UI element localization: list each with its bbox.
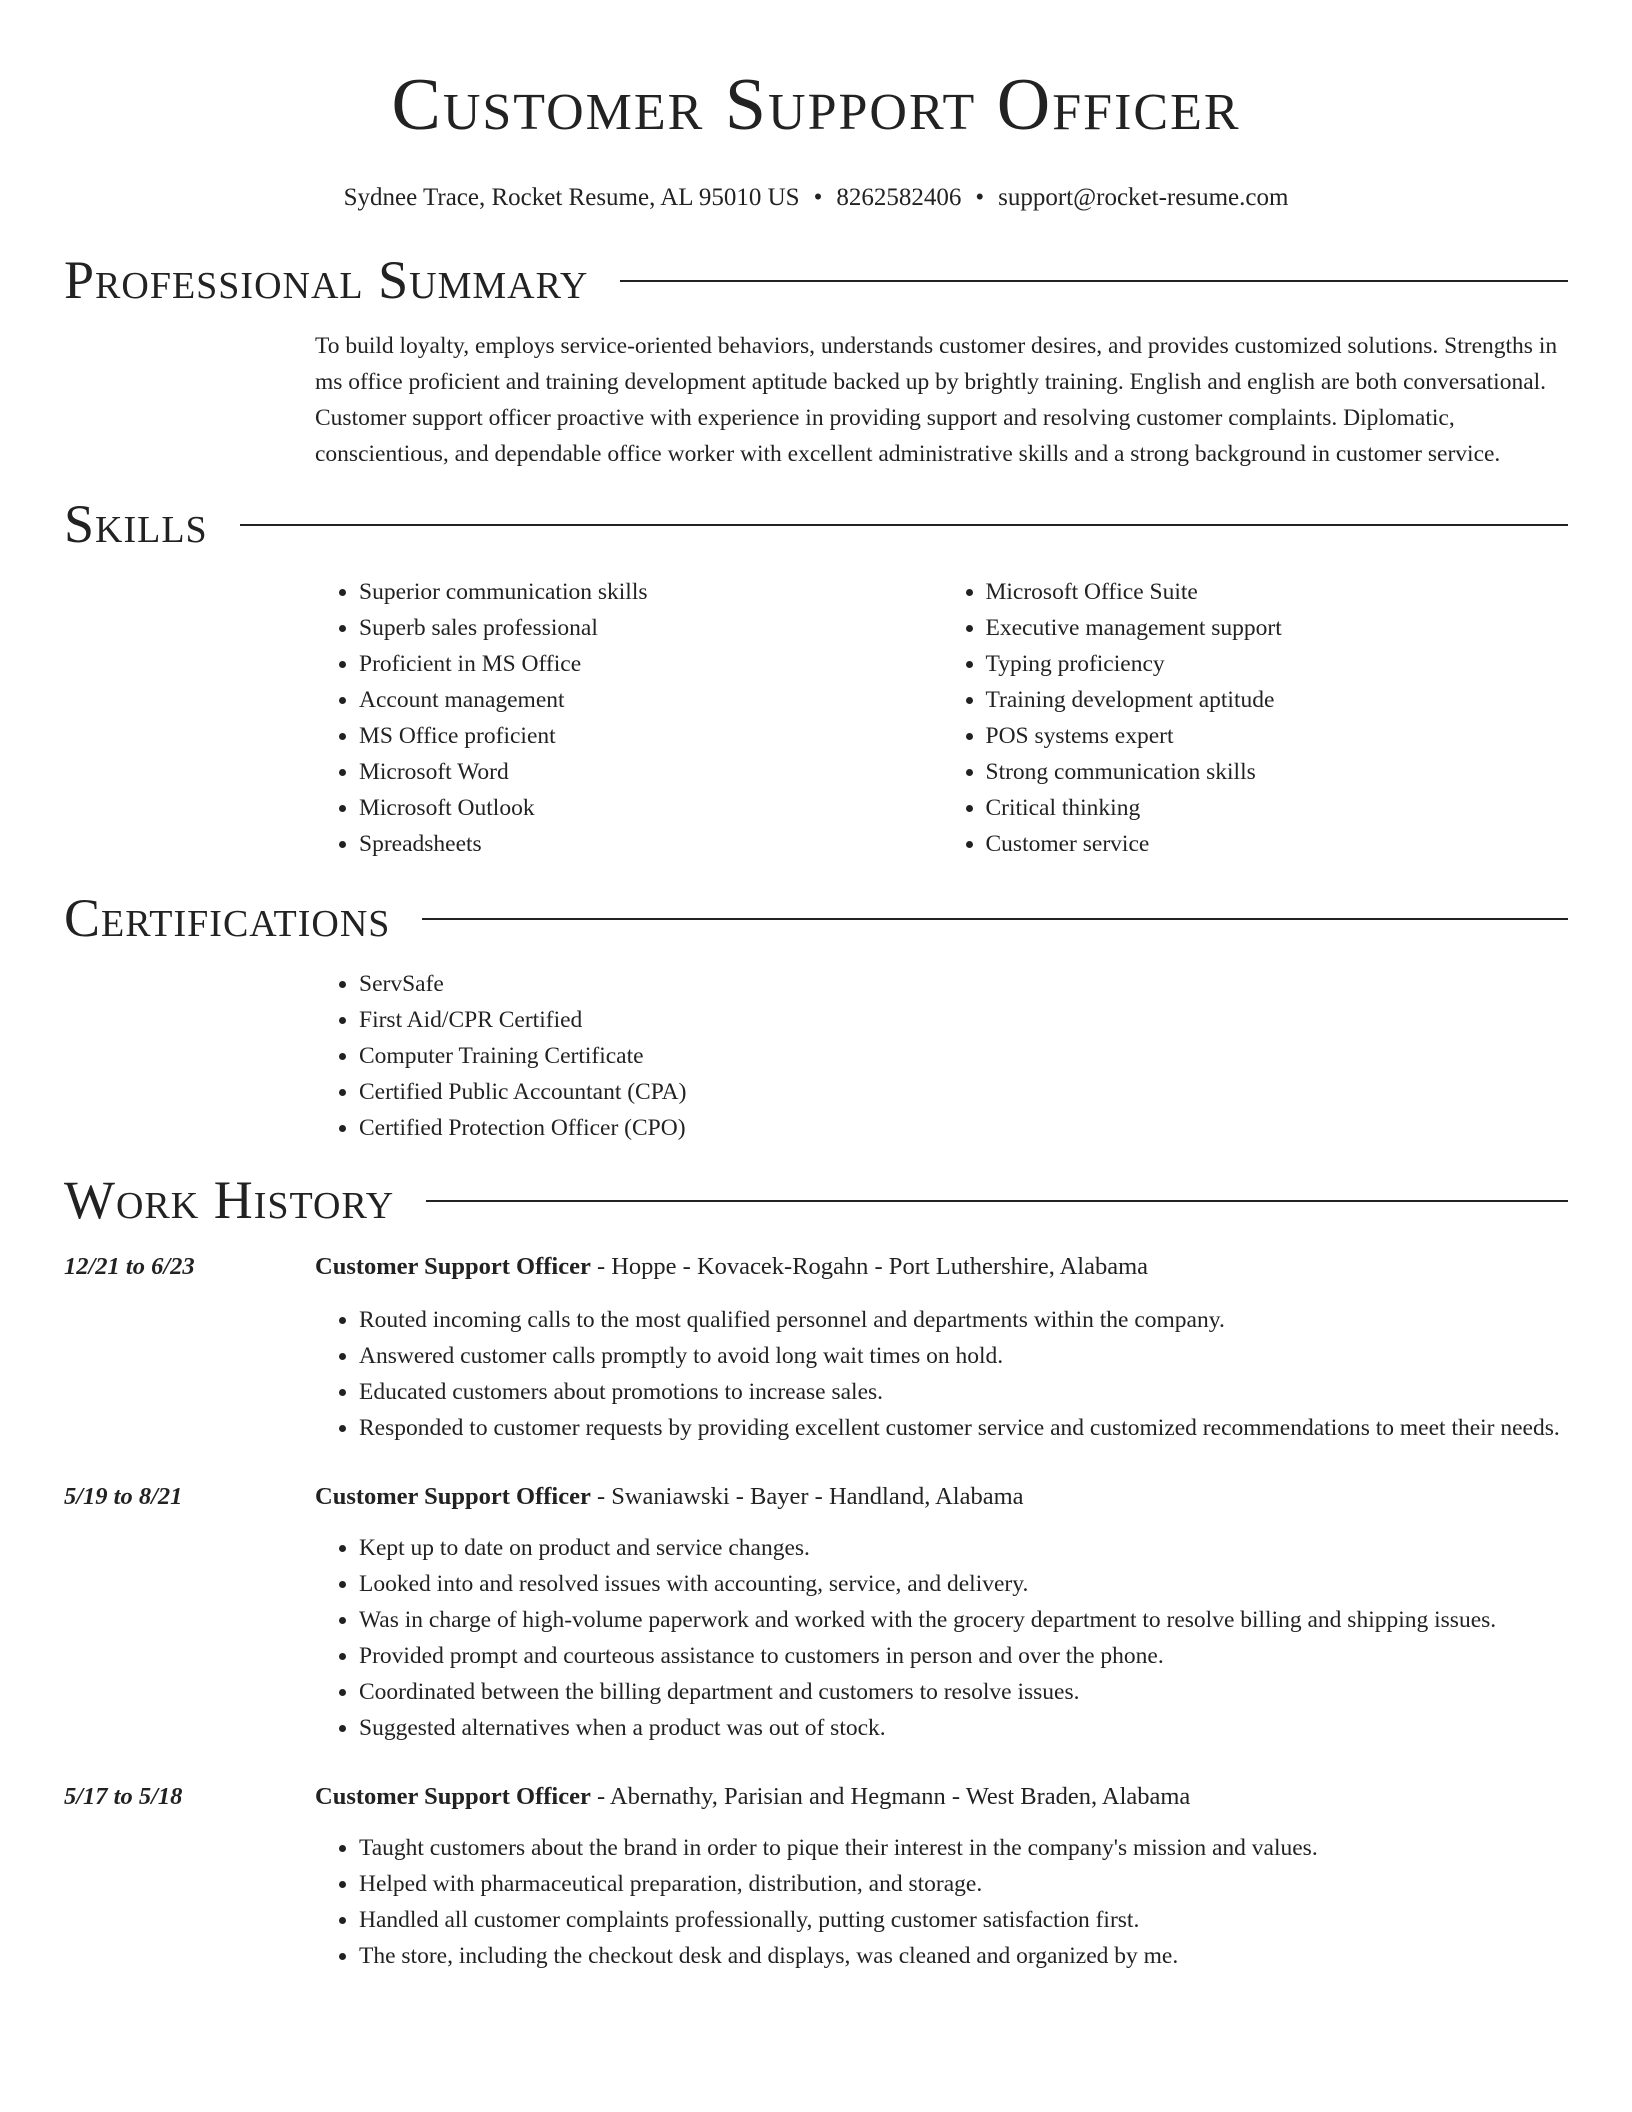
list-item: • Customer service	[986, 826, 1569, 862]
list-item: • Handled all customer complaints professionally, putting customer satisfaction first.	[359, 1902, 1568, 1938]
job-header	[64, 1250, 1568, 1284]
job-dates: 12/21 to 6/23	[64, 1253, 195, 1280]
list-item: • Typing proficiency	[986, 646, 1569, 682]
list-item: • Provided prompt and courteous assistance to customers in person and over the phone.	[359, 1638, 1568, 1674]
list-item: • First Aid/CPR Certified	[359, 1002, 1568, 1038]
certifications-list	[315, 966, 1568, 1146]
list-item: • Microsoft Outlook	[359, 790, 942, 826]
job-bullets	[315, 1530, 1568, 1746]
list-item: • Spreadsheets	[359, 826, 942, 862]
job-employer: - Abernathy, Parisian and Hegmann - West Braden, Alabama	[590, 1783, 1191, 1810]
job-employer: - Hoppe - Kovacek-Rogahn - Port Luthershire, Alabama	[590, 1253, 1149, 1280]
list-item: • Coordinated between the billing department and customers to resolve issues.	[359, 1674, 1568, 1710]
resume-page	[64, 0, 1568, 1974]
job-title: Customer Support Officer	[315, 1253, 591, 1280]
list-item: • Suggested alternatives when a product was out of stock.	[359, 1710, 1568, 1746]
section-divider	[240, 524, 1568, 526]
list-item: • Training development aptitude	[986, 682, 1569, 718]
contact-separator: •	[975, 184, 985, 211]
list-item: • Routed incoming calls to the most qualified personnel and departments within the company.	[359, 1302, 1568, 1338]
job-bullets	[315, 1302, 1568, 1446]
summary-section-header	[64, 248, 1568, 312]
page-title: Customer Support Officer	[391, 64, 1241, 146]
certifications-heading: Certifications	[64, 888, 391, 948]
work-heading: Work History	[64, 1170, 395, 1230]
list-item: • Certified Public Accountant (CPA)	[359, 1074, 1568, 1110]
job-entry	[64, 1480, 1568, 1746]
list-item: • Microsoft Office Suite	[986, 574, 1569, 610]
list-item: • Kept up to date on product and service changes.	[359, 1530, 1568, 1566]
section-divider	[426, 1200, 1568, 1202]
contact-line	[64, 182, 1568, 214]
work-section-header	[64, 1168, 1568, 1232]
list-item: • Certified Protection Officer (CPO)	[359, 1110, 1568, 1146]
list-item: • Computer Training Certificate	[359, 1038, 1568, 1074]
list-item: • Account management	[359, 682, 942, 718]
list-item: • Superior communication skills	[359, 574, 942, 610]
list-item: • Proficient in MS Office	[359, 646, 942, 682]
list-item: • Strong communication skills	[986, 754, 1569, 790]
skills-heading: Skills	[64, 494, 208, 554]
job-title: Customer Support Officer	[315, 1783, 591, 1810]
section-divider	[620, 280, 1568, 282]
job-bullets	[315, 1830, 1568, 1974]
certifications-section-header	[64, 886, 1568, 950]
list-item: • Answered customer calls promptly to avoid long wait times on hold.	[359, 1338, 1568, 1374]
job-employer: - Swaniawski - Bayer - Handland, Alabama	[590, 1483, 1024, 1510]
skills-column-right	[942, 574, 1569, 862]
list-item: • Executive management support	[986, 610, 1569, 646]
job-header	[64, 1780, 1568, 1814]
job-entry	[64, 1780, 1568, 1974]
list-item: • Was in charge of high-volume paperwork and worked with the grocery department to resolve billing and shipping issues.	[359, 1602, 1568, 1638]
summary-heading: Professional Summary	[64, 250, 589, 310]
list-item: • Looked into and resolved issues with accounting, service, and delivery.	[359, 1566, 1568, 1602]
contact-email: support@rocket-resume.com	[998, 184, 1289, 211]
list-item: • Superb sales professional	[359, 610, 942, 646]
list-item: • Responded to customer requests by providing excellent customer service and customized recommendations to meet their needs.	[359, 1410, 1568, 1446]
list-item: • Critical thinking	[986, 790, 1569, 826]
contact-phone: 8262582406	[836, 184, 962, 211]
list-item: • Microsoft Word	[359, 754, 942, 790]
list-item: • MS Office proficient	[359, 718, 942, 754]
list-item: • Educated customers about promotions to increase sales.	[359, 1374, 1568, 1410]
job-header	[64, 1480, 1568, 1514]
job-entry	[64, 1250, 1568, 1446]
summary-text: To build loyalty, employs service-oriented behaviors, understands customer desires, and provides customized solutions. Strengths in ms office proficient and training development aptitude backed up by brightly training. English and english are both conversational. Customer support officer proactive with experience in providing support and resolving customer complaints. Diplomatic, conscientious, and dependable office worker with excellent administrative skills and a strong background in customer service.	[315, 333, 1558, 467]
list-item: • The store, including the checkout desk and displays, was cleaned and organized by me.	[359, 1938, 1568, 1974]
list-item: • Helped with pharmaceutical preparation, distribution, and storage.	[359, 1866, 1568, 1902]
list-item: • Taught customers about the brand in order to pique their interest in the company's mission and values.	[359, 1830, 1568, 1866]
skills-section-header	[64, 492, 1568, 556]
section-divider	[422, 918, 1568, 920]
job-dates: 5/17 to 5/18	[64, 1783, 183, 1810]
job-dates: 5/19 to 8/21	[64, 1483, 183, 1510]
list-item: • ServSafe	[359, 966, 1568, 1002]
list-item: • POS systems expert	[986, 718, 1569, 754]
job-title: Customer Support Officer	[315, 1483, 591, 1510]
contact-address: Sydnee Trace, Rocket Resume, AL 95010 US	[343, 184, 800, 211]
contact-separator: •	[813, 184, 823, 211]
skills-column-left	[315, 574, 942, 862]
skills-list	[315, 574, 1568, 862]
